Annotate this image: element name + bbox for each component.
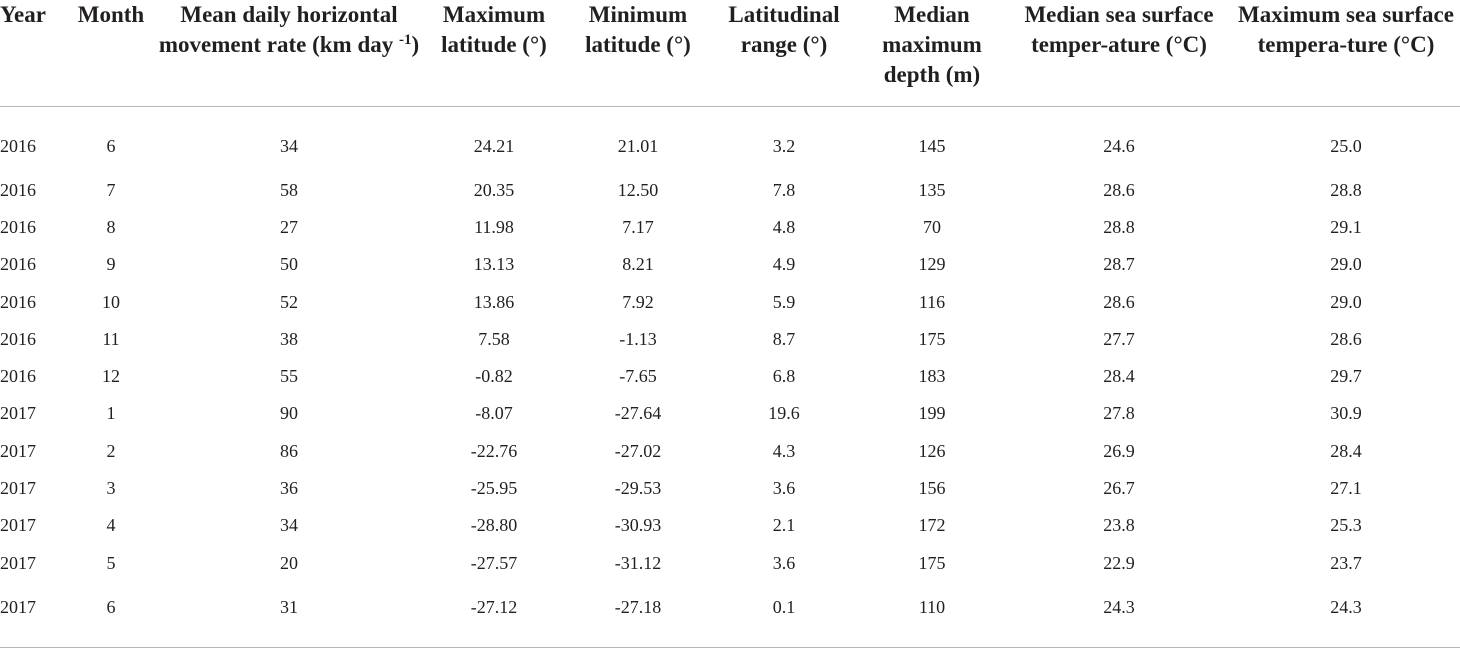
cell-median-max-depth: 172 xyxy=(918,515,946,536)
cell-month: 7 xyxy=(106,179,116,200)
cell-min-latitude: 7.17 xyxy=(622,216,654,237)
header-movement-rate-label: Mean daily horizontal movement rate (km day xyxy=(158,2,398,57)
cell-median-max-depth: 175 xyxy=(918,328,946,349)
table-row xyxy=(0,395,1460,432)
cell-year: 2016 xyxy=(0,366,36,387)
cell-month: 6 xyxy=(66,582,156,648)
table-body xyxy=(0,106,1460,647)
cell-median-max-depth: 116 xyxy=(918,291,946,312)
cell-max-latitude: -25.95 xyxy=(470,478,518,499)
cell-movement-rate: 36 xyxy=(280,478,298,499)
cell-movement-rate: 58 xyxy=(280,179,298,200)
cell-max-sst: 28.8 xyxy=(1330,179,1362,200)
cell-median-sst: 24.6 xyxy=(1103,135,1135,156)
cell-median-max-depth: 199 xyxy=(918,403,946,424)
cell-latitudinal-range: 4.8 xyxy=(772,216,796,237)
table-header xyxy=(0,0,1460,106)
cell-median-sst: 22.9 xyxy=(1103,552,1135,573)
cell-month: 10 xyxy=(102,291,120,312)
table-row xyxy=(0,172,1460,209)
cell-median-sst: 28.6 xyxy=(1103,291,1135,312)
table-row xyxy=(0,358,1460,395)
table-row xyxy=(0,283,1460,320)
cell-min-latitude: -27.02 xyxy=(614,440,662,461)
cell-movement-rate: 90 xyxy=(280,403,298,424)
cell-movement-rate: 55 xyxy=(280,366,298,387)
cell-year: 2016 xyxy=(0,254,36,275)
cell-min-latitude: -27.18 xyxy=(566,582,710,648)
cell-movement-rate: 52 xyxy=(280,291,298,312)
table-row xyxy=(0,246,1460,283)
cell-year: 2017 xyxy=(0,478,36,499)
cell-latitudinal-range: 5.9 xyxy=(772,291,796,312)
cell-max-latitude: -0.82 xyxy=(475,366,513,387)
table-row xyxy=(0,433,1460,470)
table-row xyxy=(0,321,1460,358)
cell-max-sst: 28.4 xyxy=(1330,440,1362,461)
cell-latitudinal-range: 2.1 xyxy=(772,515,796,536)
table-row xyxy=(0,470,1460,507)
cell-median-sst: 28.4 xyxy=(1103,366,1135,387)
cell-median-max-depth: 145 xyxy=(918,135,946,156)
cell-median-max-depth: 129 xyxy=(918,254,946,275)
cell-max-sst: 28.6 xyxy=(1330,328,1362,349)
cell-latitudinal-range: 19.6 xyxy=(768,403,800,424)
cell-max-latitude: -8.07 xyxy=(475,403,513,424)
cell-median-sst: 28.6 xyxy=(1103,179,1135,200)
cell-max-sst: 29.1 xyxy=(1330,216,1362,237)
cell-max-sst: 29.0 xyxy=(1330,291,1362,312)
cell-latitudinal-range: 8.7 xyxy=(772,328,796,349)
cell-month: 9 xyxy=(106,254,116,275)
header-min-latitude: Minimum latitude (°) xyxy=(566,0,710,106)
cell-median-sst: 26.7 xyxy=(1103,478,1135,499)
cell-median-sst: 23.8 xyxy=(1103,515,1135,536)
cell-min-latitude: -1.13 xyxy=(619,328,657,349)
cell-movement-rate: 38 xyxy=(280,328,298,349)
cell-max-latitude: 13.13 xyxy=(473,254,515,275)
cell-month: 12 xyxy=(102,366,120,387)
cell-median-max-depth: 126 xyxy=(918,440,946,461)
cell-movement-rate: 27 xyxy=(280,216,298,237)
cell-median-sst: 27.8 xyxy=(1103,403,1135,424)
cell-max-latitude: 20.35 xyxy=(473,179,515,200)
cell-year: 2017 xyxy=(0,582,66,648)
cell-max-sst: 30.9 xyxy=(1330,403,1362,424)
cell-min-latitude: 8.21 xyxy=(622,254,654,275)
cell-year: 2017 xyxy=(0,552,36,573)
cell-median-sst: 27.7 xyxy=(1103,328,1135,349)
cell-median-sst: 28.8 xyxy=(1103,216,1135,237)
cell-median-max-depth: 70 xyxy=(923,216,941,237)
cell-max-sst: 27.1 xyxy=(1330,478,1362,499)
cell-year: 2016 xyxy=(0,328,36,349)
cell-max-sst: 25.3 xyxy=(1330,515,1362,536)
header-movement-rate-close: ) xyxy=(411,32,420,57)
cell-median-sst: 28.7 xyxy=(1103,254,1135,275)
header-movement-rate-sup: -1 xyxy=(399,32,412,48)
header-max-latitude: Maximum latitude (°) xyxy=(422,0,566,106)
cell-latitudinal-range: 3.6 xyxy=(772,552,796,573)
header-max-sst: Maximum sea surface tempera-ture (°C) xyxy=(1232,0,1460,106)
table-row xyxy=(0,209,1460,246)
cell-median-max-depth: 135 xyxy=(918,179,946,200)
cell-month: 1 xyxy=(106,403,116,424)
cell-median-max-depth: 183 xyxy=(918,366,946,387)
cell-latitudinal-range: 3.2 xyxy=(772,135,796,156)
cell-month: 3 xyxy=(106,478,116,499)
cell-year: 2017 xyxy=(0,440,36,461)
cell-max-latitude: -28.80 xyxy=(470,515,518,536)
cell-movement-rate: 34 xyxy=(280,515,298,536)
header-month: Month xyxy=(66,0,156,106)
cell-max-sst: 25.0 xyxy=(1330,135,1362,156)
cell-min-latitude: -30.93 xyxy=(614,515,662,536)
cell-median-max-depth: 156 xyxy=(918,478,946,499)
cell-max-sst: 29.0 xyxy=(1330,254,1362,275)
cell-min-latitude: -7.65 xyxy=(619,366,657,387)
header-latitudinal-range: Latitudinal range (°) xyxy=(710,0,858,106)
cell-max-latitude: -27.12 xyxy=(422,582,566,648)
cell-max-sst: 24.3 xyxy=(1232,582,1460,648)
cell-latitudinal-range: 7.8 xyxy=(772,179,796,200)
cell-max-sst: 29.7 xyxy=(1330,366,1362,387)
cell-max-latitude: -22.76 xyxy=(470,440,518,461)
table-row xyxy=(0,507,1460,544)
cell-year: 2017 xyxy=(0,515,36,536)
cell-month: 4 xyxy=(106,515,116,536)
cell-movement-rate: 86 xyxy=(280,440,298,461)
cell-min-latitude: -27.64 xyxy=(614,403,662,424)
cell-month: 6 xyxy=(106,135,116,156)
cell-min-latitude: -31.12 xyxy=(614,552,662,573)
cell-latitudinal-range: 3.6 xyxy=(772,478,796,499)
table-row xyxy=(0,582,1460,648)
table-row xyxy=(0,544,1460,581)
cell-movement-rate: 31 xyxy=(156,582,422,648)
cell-latitudinal-range: 4.9 xyxy=(772,254,796,275)
cell-max-latitude: 13.86 xyxy=(473,291,515,312)
cell-latitudinal-range: 0.1 xyxy=(710,582,858,648)
cell-min-latitude: 12.50 xyxy=(617,179,659,200)
cell-movement-rate: 20 xyxy=(280,552,298,573)
cell-year: 2016 xyxy=(0,216,36,237)
cell-median-max-depth: 110 xyxy=(858,582,1006,648)
cell-month: 5 xyxy=(106,552,116,573)
cell-month: 11 xyxy=(102,328,120,349)
cell-median-sst: 24.3 xyxy=(1006,582,1232,648)
cell-max-latitude: 7.58 xyxy=(478,328,510,349)
header-row xyxy=(0,0,1460,106)
cell-month: 2 xyxy=(106,440,116,461)
header-year: Year xyxy=(0,0,66,106)
cell-min-latitude: -29.53 xyxy=(614,478,662,499)
table-row xyxy=(0,106,1460,172)
cell-latitudinal-range: 6.8 xyxy=(772,366,796,387)
cell-max-sst: 23.7 xyxy=(1330,552,1362,573)
cell-year: 2016 xyxy=(0,179,36,200)
cell-year: 2017 xyxy=(0,403,36,424)
cell-max-latitude: 24.21 xyxy=(473,135,515,156)
cell-movement-rate: 34 xyxy=(280,135,298,156)
cell-month: 8 xyxy=(106,216,116,237)
cell-year: 2016 xyxy=(0,291,36,312)
cell-movement-rate: 50 xyxy=(280,254,298,275)
header-median-max-depth: Median maximum depth (m) xyxy=(858,0,1006,106)
cell-max-latitude: -27.57 xyxy=(470,552,518,573)
cell-max-latitude: 11.98 xyxy=(474,216,514,237)
cell-min-latitude: 7.92 xyxy=(622,291,654,312)
header-movement-rate xyxy=(156,0,422,106)
cell-median-sst: 26.9 xyxy=(1103,440,1135,461)
cell-min-latitude: 21.01 xyxy=(617,135,659,156)
cell-median-max-depth: 175 xyxy=(918,552,946,573)
header-median-sst: Median sea surface temper-ature (°C) xyxy=(1006,0,1232,106)
cell-latitudinal-range: 4.3 xyxy=(772,440,796,461)
cell-year: 2016 xyxy=(0,135,36,156)
